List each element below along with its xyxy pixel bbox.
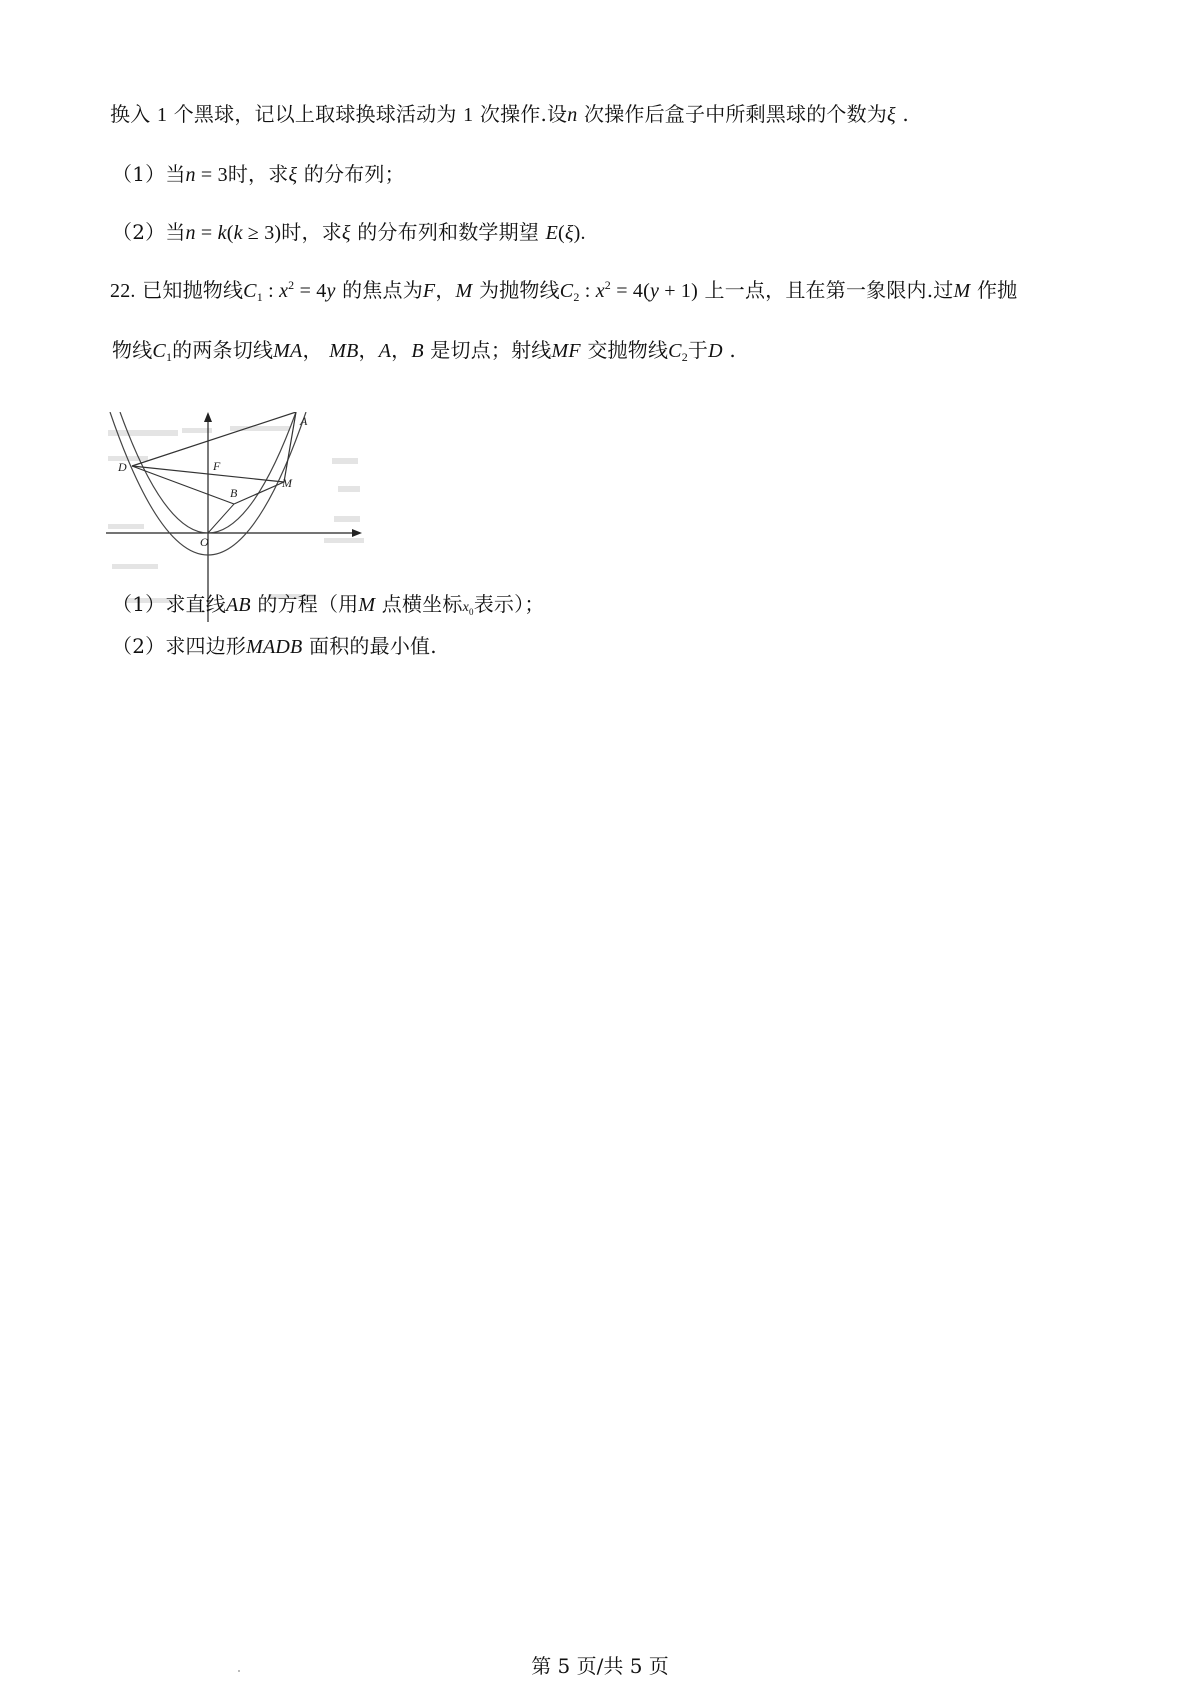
text: 1 [463,104,474,126]
math-var: x [595,280,605,302]
subquestion-2 [112,632,437,661]
text: 为抛物线 [478,278,560,302]
math-text: : [579,280,596,302]
text: （2）求四边形 [112,634,247,658]
scan-noise [108,426,364,603]
math-var: B [411,340,424,362]
text: 交抛物线 [587,338,669,362]
y-axis-arrow [204,412,212,422]
text: 的方程（用 [257,592,359,616]
math-text: ≥ 3) [242,222,282,244]
math-var: MB [329,340,359,362]
text: 换入 [110,102,151,126]
math-var: F [422,280,436,302]
math-var: C [152,340,166,362]
math-var: ξ [341,222,351,244]
segment-mb [234,482,284,504]
text: 的分布列和数学期望 [357,220,540,244]
text-line-1 [110,100,909,129]
label-b: B [230,486,238,500]
math-var: C [243,280,257,302]
problem-number: 22. [110,280,136,302]
math-var: n [185,164,196,186]
math-var: ξ [564,222,574,244]
superscript: 2 [604,278,611,292]
math-text: ( [226,222,234,244]
text: ， [435,278,456,302]
text: 表示）； [473,592,545,616]
text: 次操作.设 [479,102,568,126]
subquestion-1 [112,590,545,622]
math-var: y [649,280,660,302]
math-text: = 4 [294,280,327,302]
math-var: AB [225,594,251,616]
superscript: 2 [288,278,295,292]
text: . [902,102,909,126]
scan-noise-mark [324,538,364,543]
scan-noise-mark [108,524,144,529]
text: （2）当 [112,220,186,244]
scan-noise-mark [334,516,360,522]
segment-ma [284,412,296,482]
text: ， [358,338,379,362]
math-var: n [185,222,196,244]
text: . [729,338,736,362]
scan-noise-mark [338,486,360,492]
text: 是切点；射线 [430,338,552,362]
math-text: = [195,222,218,244]
math-var: E [545,222,559,244]
page-footer: 第 5 页/共 5 页 [531,1654,669,1678]
math-var: ξ [887,104,896,126]
math-var: D [708,340,723,362]
math-var: M [953,280,971,302]
math-text: + 1) [659,280,698,302]
text: ， [302,338,323,362]
subscript: 2 [681,350,688,364]
math-var: x [462,600,470,615]
math-var: MF [551,340,581,362]
math-var: n [567,104,578,126]
math-var: x [279,280,289,302]
text: ， [391,338,412,362]
math-var: MADB [246,636,303,658]
math-text: ( [558,222,565,244]
math-var: C [559,280,574,302]
text: 已知抛物线 [142,278,244,302]
text-line-2 [112,160,405,189]
label-f: F [213,459,221,473]
scan-noise-mark [332,458,358,464]
subscript: 1 [256,290,263,304]
math-var: ξ [288,164,298,186]
text: 时，求 [227,162,289,186]
math-text: ). [573,222,586,244]
problem-22-line-2 [112,336,736,365]
text: 上一点，且在第一象限内.过 [704,278,954,302]
problem-22-line-1 [110,276,1017,305]
label-m: M [282,476,292,490]
text: （1）当 [112,162,186,186]
text: 1 [156,104,168,126]
text: 次操作后盒子中所剩黑球的个数为 [584,102,887,126]
subscript: 0 [469,607,474,617]
math-text: = 3 [195,164,228,186]
subscript: 1 [165,350,173,364]
text: 点横坐标 [381,592,463,616]
subscript: 2 [573,290,580,304]
label-d: D [118,460,127,474]
math-var: M [455,280,473,302]
segment-da [132,412,296,466]
math-var: k [233,222,243,244]
label-o: O [200,535,209,549]
segment-bo [208,504,234,533]
math-var: M [358,594,376,616]
math-var: y [326,280,336,302]
label-a: A [300,414,308,428]
text-line-3 [112,218,586,247]
text: 的两条切线 [172,338,274,362]
x-axis-arrow [352,529,362,537]
math-var: k [217,222,227,244]
scan-noise-mark [112,564,158,569]
text: 的焦点为 [342,278,423,302]
math-text: : [262,280,280,302]
math-var: MA [273,340,303,362]
text: （1）求直线 [112,592,226,616]
text: 物线 [112,338,153,362]
text: 的分布列； [303,162,405,186]
math-var: A [378,340,392,362]
math-text: = 4( [611,280,650,302]
text: 时，求 [281,220,342,244]
text: 个黑球，记以上取球换球活动为 [173,102,457,126]
text: 于 [687,338,709,362]
text: 面积的最小值. [309,634,437,658]
math-var: C [668,340,682,362]
text: 作抛 [976,278,1018,302]
